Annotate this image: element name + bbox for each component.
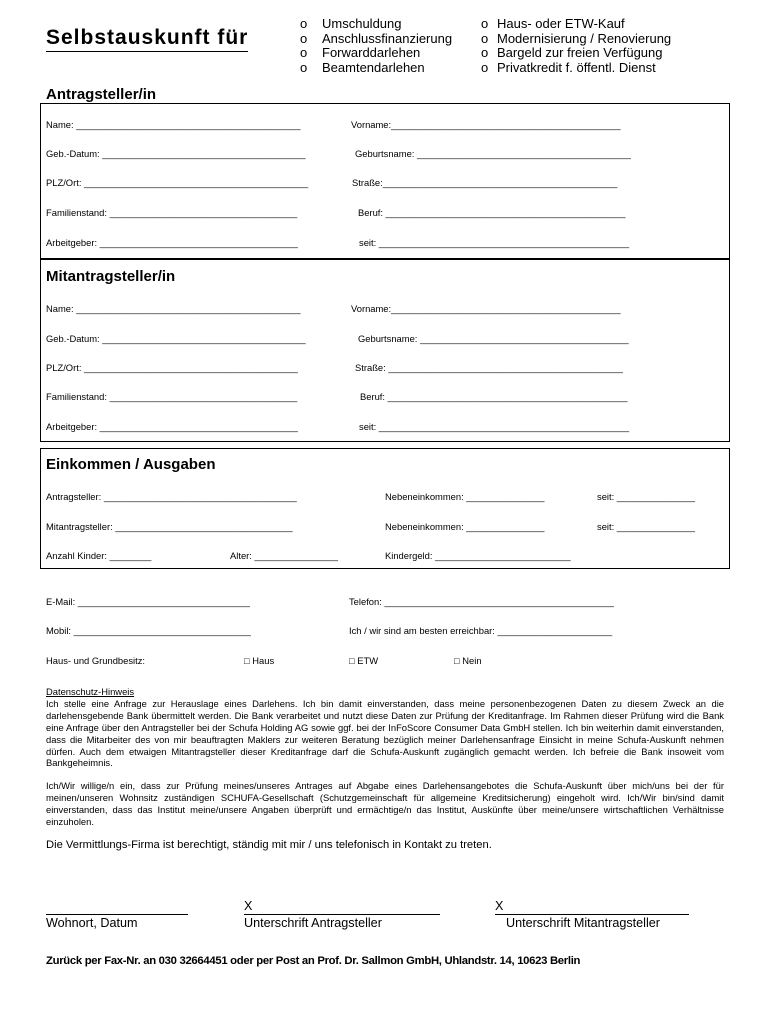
- email-field[interactable]: E-Mail: _________________________________: [46, 596, 250, 607]
- applicant-heading: Antragsteller/in: [46, 86, 157, 103]
- signature-mark-co-applicant: X: [495, 899, 504, 913]
- income-applicant-field[interactable]: Antragsteller: _____________________________________: [46, 491, 297, 502]
- applicant-profession-field[interactable]: Beruf: ______________________________________________: [358, 207, 626, 218]
- applicant-zip-city-field[interactable]: PLZ/Ort: ___________________________________________: [46, 177, 309, 188]
- co-applicant-profession-field[interactable]: Beruf: ______________________________________________: [360, 391, 628, 402]
- reachable-field[interactable]: Ich / wir sind am besten erreichbar: ______________________: [349, 625, 613, 636]
- signature-line-place-date[interactable]: [46, 914, 188, 915]
- applicant-birthdate-field[interactable]: Geb.-Datum: _______________________________________: [46, 148, 306, 159]
- option-forwarddarlehen[interactable]: o Forwarddarlehen: [300, 45, 421, 60]
- phone-field[interactable]: Telefon: ____________________________________________: [349, 596, 614, 607]
- children-age-field[interactable]: Alter: ________________: [230, 550, 338, 561]
- checkbox-circle[interactable]: o: [300, 30, 308, 46]
- signature-mark-applicant: X: [244, 899, 253, 913]
- applicant-marital-status-field[interactable]: Familienstand: ____________________________________: [46, 207, 298, 218]
- children-count-field[interactable]: Anzahl Kinder: ________: [46, 550, 152, 561]
- income-heading: Einkommen / Ausgaben: [46, 456, 216, 473]
- property-option-etw[interactable]: □ ETW: [349, 655, 379, 666]
- option-haus-etw-kauf[interactable]: o Haus- oder ETW-Kauf: [481, 16, 625, 31]
- signature-line-co-applicant[interactable]: [495, 914, 689, 915]
- privacy-paragraph-1: Ich stelle eine Anfrage zur Herauslage eines Darlehens. Ich bin damit einverstanden, dass meine personenbezogenen Daten zu diesem Zweck an die darlehensgebende Bank übermittelt werden. Die Bank verarbeitet und nutzt diese Daten zur Prüfung der Kreditanfrage. Im Rahmen dieser Prüfung wird die Bank eine Anfrage über den Antragsteller bei der Schufa Holding AG sowie ggf. bei der InFoScore Consumer Data GmbH stellen. Ich bin weiterhin damit einverstanden, dass die Mitarbeiter des von mir beauftragten Maklers zur weiteren Beratung bezüglich meiner Darlehensanfrage Einsicht in meine Schufa-Auskunft nehmen dürfen. Auch dem etwaigen Mitantragsteller dieser Kreditanfrage darf die Schufa-Auskunft zugänglich gemacht werden. Ich befreie die Bank insoweit vom Bankgeheimnis.: [46, 697, 724, 769]
- child-benefit-field[interactable]: Kindergeld: __________________________: [385, 550, 571, 561]
- applicant-street-field[interactable]: Straße:_____________________________________________: [352, 177, 618, 188]
- applicant-since-field[interactable]: seit: ________________________________________________: [359, 237, 630, 248]
- option-privatkredit[interactable]: o Privatkredit f. öffentl. Dienst: [481, 59, 656, 75]
- side-income-co-applicant-since-field[interactable]: seit: _______________: [597, 521, 696, 532]
- co-applicant-birthname-field[interactable]: Geburtsname: ________________________________________: [358, 333, 629, 344]
- co-applicant-marital-status-field[interactable]: Familienstand: ____________________________________: [46, 391, 298, 402]
- checkbox-circle[interactable]: o: [481, 45, 489, 60]
- property-label: Haus- und Grundbesitz:: [46, 655, 146, 666]
- applicant-signature-label: Unterschrift Antragsteller: [244, 916, 382, 930]
- checkbox-circle[interactable]: o: [300, 59, 308, 75]
- co-applicant-heading: Mitantragsteller/in: [46, 268, 176, 285]
- checkbox-circle[interactable]: o: [300, 16, 308, 31]
- co-applicant-employer-field[interactable]: Arbeitgeber: ______________________________________: [46, 421, 298, 432]
- co-applicant-firstname-field[interactable]: Vorname:____________________________________________: [351, 303, 621, 314]
- income-co-applicant-field[interactable]: Mitantragsteller: __________________________________: [46, 521, 293, 532]
- checkbox-circle[interactable]: o: [481, 59, 489, 75]
- co-applicant-signature-label: Unterschrift Mitantragsteller: [506, 916, 660, 930]
- privacy-section: [46, 686, 724, 828]
- checkbox-circle[interactable]: o: [300, 45, 308, 60]
- loan-type-options-right: [481, 17, 671, 75]
- option-umschuldung[interactable]: o Umschuldung: [300, 16, 402, 31]
- checkbox-square-icon[interactable]: □: [244, 655, 250, 666]
- co-applicant-street-field[interactable]: Straße: _____________________________________________: [355, 362, 623, 373]
- checkbox-square-icon[interactable]: □: [349, 655, 355, 666]
- mobile-field[interactable]: Mobil: __________________________________: [46, 625, 251, 636]
- property-option-none[interactable]: □ Nein: [454, 655, 482, 666]
- form-title: Selbstauskunft für: [46, 26, 248, 52]
- checkbox-circle[interactable]: o: [481, 16, 489, 31]
- side-income-applicant-since-field[interactable]: seit: _______________: [597, 491, 696, 502]
- co-applicant-since-field[interactable]: seit: ________________________________________________: [359, 421, 630, 432]
- privacy-paragraph-2: Ich/Wir willige/n ein, dass zur Prüfung meines/unseres Antrages auf Abgabe eines Darlehensangebotes die Schufa-Auskunft über mich/uns bei der für meinen/unseren Wohnsitz zuständigen SCHUFA-Gesellschaft (Schutzgemeinschaft für allgemeine Kreditsicherung) eingeholt wird. Ich/Wir bin/sind damit einverstanden, dass das Institut meine/unsere Angaben überprüft und ermächtige/n das Institut, Auskünfte über meine/unsere wirtschaftlichen Verhältnisse einzuholen.: [46, 780, 724, 828]
- side-income-co-applicant-field[interactable]: Nebeneinkommen: _______________: [385, 521, 545, 532]
- applicant-employer-field[interactable]: Arbeitgeber: ______________________________________: [46, 237, 298, 248]
- signature-line-applicant[interactable]: [244, 914, 440, 915]
- loan-type-options-left: [300, 17, 452, 75]
- option-beamtendarlehen[interactable]: o Beamtendarlehen: [300, 59, 425, 75]
- applicant-firstname-field[interactable]: Vorname:____________________________________________: [351, 119, 621, 130]
- option-modernisierung[interactable]: o Modernisierung / Renovierung: [481, 30, 672, 46]
- privacy-heading: Datenschutz-Hinweis: [46, 686, 135, 697]
- option-anschlussfinanzierung[interactable]: o Anschlussfinanzierung: [300, 30, 453, 46]
- side-income-applicant-field[interactable]: Nebeneinkommen: _______________: [385, 491, 545, 502]
- co-applicant-birthdate-field[interactable]: Geb.-Datum: _______________________________________: [46, 333, 306, 344]
- co-applicant-name-field[interactable]: Name: ___________________________________________: [46, 303, 301, 314]
- place-date-label: Wohnort, Datum: [46, 916, 138, 930]
- return-address-footer: Zurück per Fax-Nr. an 030 32664451 oder per Post an Prof. Dr. Sallmon GmbH, Uhlandstr. 14, 10623 Berlin: [46, 955, 581, 967]
- applicant-birthname-field[interactable]: Geburtsname: _________________________________________: [355, 148, 631, 159]
- co-applicant-zip-city-field[interactable]: PLZ/Ort: _________________________________________: [46, 362, 298, 373]
- co-applicant-box: [40, 259, 730, 442]
- checkbox-square-icon[interactable]: □: [454, 655, 460, 666]
- contact-consent-note: Die Vermittlungs-Firma ist berechtigt, ständig mit mir / uns telefonisch in Kontakt zu treten.: [46, 839, 492, 851]
- property-option-house[interactable]: □ Haus: [244, 655, 275, 666]
- option-bargeld[interactable]: o Bargeld zur freien Verfügung: [481, 45, 663, 60]
- checkbox-circle[interactable]: o: [481, 30, 489, 46]
- applicant-name-field[interactable]: Name: ___________________________________________: [46, 119, 301, 130]
